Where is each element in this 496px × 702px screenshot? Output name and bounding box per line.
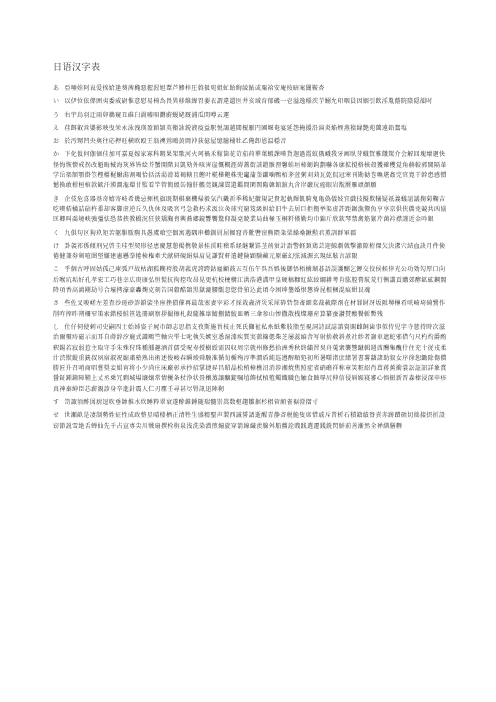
kana-label: か (53, 151, 60, 159)
kanji-entry (53, 97, 449, 107)
kanji-entry (53, 323, 449, 395)
kanji-characters: 荏餌叡営嬰影映曳栄永泳洩瑛盈穎頴英衛詠鋭液疫益駅悦謁越閲榎厭円園堰奄宴延怨掩援沿演炎焔煙燕猿縁艶苑薗遠鉛鴛塩 (64, 124, 408, 132)
kanji-characters: 乎個古呼固姑孤己庫弧戸故枯湖狐糊袴股胡菰虎誇跨鈷雇顧鼓五互伍午呉吾娯後御悟梧檎瑚碁語誤護醐乞鯉交佼侯候倖光公功効勾厚口向后喉坑垢好孔孝宏工巧巷幸広庚康弘恒慌抗拘控攻昂晃更杭校梗構江洪浩港溝甲皇硬稿糠紅紘絞綱耕考肯肱腔膏航荒行衡講貢購郊酵鉱砿鋼閤降項香高鴻剛劫号合壕拷濠豪轟麹克刻告国穀酷鵠黒獄漉腰甑忽惚骨狛込此頃今困坤墾婚恨懇昏昆根梱混痕紺艮魂 (53, 266, 447, 295)
kanji-characters: 仕仔伺使刺司史嗣四士始姉姿子屍市師志思指支孜斯施旨枝止死氏獅祉私糸紙紫肢脂至視詞詩試誌諮資賜雌飼歯事似侍児字寺慈持時次滋治爾璽痔磁示而耳自蒔辞汐鹿式識鴫竺軸宍雫七叱執失嫉室悉湿漆疾質実蔀篠偲柴芝屡蕊縞舎写射捨赦斜煮社紗者謝車遮蛇邪借勺尺杓灼爵酌釈錫若寂弱惹主取守手朱殊狩珠種腫趣酒首儒受呪寿授樹綬需囚収周宗就州修愁拾洲秀秋終繍習臭舟蒐衆襲讐蹴輯週酋酬集醜什住充十従戎柔汁渋獣縦重銃叔夙宿淑祝縮粛塾熟出術述俊峻春瞬竣舜駿准循旬楯殉淳準潤盾純巡遵醇順処初所暑曙渚庶緒署書薯藷諸助叙女序徐恕鋤除傷償勝匠升召哨商唱嘗奨妾娼宵将小少尚庄床廠彰承抄招掌捷昇昌昭晶松梢樟樵沼消渉湘焼焦照症省硝礁祥称章笑粧紹肖菖蒋蕉衝裳訟証詔詳象賞醤鉦鍾鐘障鞘上丈丞乗冗剰城場壌嬢常情擾条杖浄状畳穣蒸譲醸錠嘱埴飾拭植殖燭織職色触食蝕辱尻伸信侵唇娠寝審心慎振新晋森榛浸深申疹真神秦紳臣芯薪親診身辛進針震人仁刃塵壬尋甚尽腎訊迅陣靭 (53, 323, 447, 393)
kanji-entry (53, 411, 449, 432)
kana-label: う (53, 111, 60, 119)
kanji-entry-text (53, 398, 449, 408)
kanji-entry-text (53, 150, 449, 191)
kanji-characters: 右宇烏羽迂雨卯鵜窺丑碓臼渦嘘唄欝蔚鰻姥厩浦瓜閏噂云運 (64, 111, 230, 119)
kanji-entry-text (53, 97, 449, 107)
kanji-entry (53, 229, 449, 239)
kana-label: お (53, 138, 60, 146)
kanji-entry-text (53, 229, 449, 239)
kanji-entry-text (53, 411, 449, 432)
kana-label: す (53, 399, 60, 407)
kana-label: え (53, 124, 60, 132)
kanji-entry (53, 242, 449, 263)
kanji-characters: 於汚甥凹央奥往応押旺横欧殴王翁襖鴬鴎黄岡沖荻億屋憶臆桶牡乙俺卸恩温穏音 (64, 138, 287, 146)
kanji-characters: 下化仮何伽価佳加可嘉夏嫁家寡科暇果架歌河火珂禍禾稼箇花苛茄荷華菓蝦課嘩貨迦過霞蚊俄峨我牙画臥芽蛾賀雅餓駕介会解回塊壊廻快怪悔恢懐戒拐改魁晦械海灰界皆絵芥蟹開階貝凱劾外咳害崖慨概涯碍蓋街該鎧骸浬馨蛙垣柿蛎鈎劃嚇各廓拡撹格核殻獲確穫覚角赫較郭閣隔革学岳楽額顎掛笠樫橿梶鰍潟割喝恰括活渇滑葛褐轄且鰹叶椛樺鞄株兜竃蒲釜鎌噛鴨栢茅萱粥刈苅瓦乾侃冠寒刊勘勧巻喚堪姦完官寛干幹患感慣憾換敢柑桓棺款歓汗漢澗潅環甘監看竿管簡緩缶翰肝艦莞観諌貫還鑑間閑関陥韓館舘丸含岸巌玩癌眼岩翫贋雁頑顔願 (53, 151, 447, 190)
kanji-entry-text (53, 137, 449, 147)
kanji-entry-text (53, 124, 449, 134)
kanji-characters: 卦袈祁係傾刑兄啓圭珪型契形径恵慶慧憩掲携敬景桂渓畦稽系経継繋罫茎荊蛍計詣警軽頚鶏芸迎鯨劇戟撃激隙桁傑欠決潔穴結血訣月件倹倦健兼券剣喧圏堅嫌建憲懸拳捲検権牽犬献研硯絹県肩見謙賢軒遣鍵険顕験鹸元原厳幻弦減源玄現絃舷言諺限 (53, 242, 446, 261)
kanji-entry-text (53, 84, 449, 94)
kanji-characters: 九倶句区狗玖矩苦躯駆駈駒具愚虞喰空偶寓遇隅串櫛釧屑屈掘窟沓靴轡窪熊隈粂栗繰桑鍬勲君薫訓群軍郡 (64, 229, 357, 237)
kanji-characters: 些佐叉唆嵯左差査沙瑳砂詐鎖裟坐座挫債催再最哉塞妻宰彩才採栽歳済災采犀砕砦祭斎細菜裁載際剤在材罪財冴坂阪堺榊肴咲崎埼碕鷺作削咋搾昨朔柵窄策索錯桜鮭笹匙冊刷察拶撮擦札殺薩雑皐鯖捌錆鮫皿晒三傘参山惨撒散桟燦珊産算纂蚕讃賛酸餐斬暫残 (53, 300, 446, 318)
kana-label: き (53, 195, 60, 203)
kanji-entry (53, 150, 449, 191)
kanji-characters: 亞唖娃阿哀爱挨姶逢葵茜穐悪握渥旭葦芦鯵梓圧斡扱宛姐虻飴絢綾鮎或粟袷安庵按暗案闇鞍杏 (64, 85, 325, 92)
kanji-entry (53, 84, 449, 94)
kanji-entry (53, 124, 449, 134)
kanji-entry (53, 111, 449, 121)
kanji-entry (53, 265, 449, 296)
kanji-characters: 笥諏須酢図厨逗吹垂帥推水炊睡粋翠衰遂酔錐錘随瑞髄崇嵩数枢趨雛据杉椙菅頗雀裾澄摺寸 (64, 399, 319, 407)
kanji-entry (53, 195, 449, 226)
kanji-entry (53, 299, 449, 320)
kana-label: あ (53, 85, 60, 92)
kanji-characters: 企伎危喜器基奇嬉寄岐希幾忌揮机旗既期棋棄機帰毅気汽畿祈季稀紀徽規記貴起軌輝飢騎鬼亀偽儀妓宜戯技擬欺犠疑祇義蟻誼議掬菊鞠吉吃喫桔橘詰砧杵黍却客脚虐逆丘久仇休及吸宮弓急救朽求汲泣灸球究窮笈級糾給旧牛去居巨拒拠挙渠虚許距鋸漁禦魚亨享京供侠僑兇競共凶協匡卿叫喬境峡強彊怯恐恭挟教橋況狂狭矯胸脅興蕎郷鏡響饗驚仰凝尭暁業局曲極玉桐粁僅勤均巾錦斤欣欽琴禁禽筋緊芹菌衿襟謹近金吟銀 (53, 195, 447, 224)
kanji-characters: 以伊位依偉囲夷委威尉惟意慰易椅為畏異移維緯胃萎衣謂違遺医井亥域育郁磯一壱溢逸稲茨芋鰯允印咽員因姻引飲淫胤蔭院陰隠韻吋 (64, 98, 433, 106)
kana-label: い (53, 98, 60, 106)
kanji-entry-text (53, 265, 449, 296)
kana-label: し (53, 323, 60, 331)
kana-label: こ (53, 266, 60, 274)
kanji-entry-text (53, 242, 449, 263)
kana-label: せ (53, 412, 60, 420)
kana-label: さ (53, 300, 60, 308)
kana-label: く (53, 229, 60, 237)
kanji-entry-text (53, 195, 449, 226)
kanji-characters: 世瀬畝是凄制勢姓征性成政整星晴棲栖正清牲生盛精聖声製西誠誓請逝醒青静斉税脆隻席惜戚斥昔析石積籍績脊責赤跡蹟碩切拙接摂折設窃節説雪絶舌蝉仙先千占宣専尖川戦扇撰栓栴泉浅洗染潜煎煽旋穿箭線繊羨腺舛船薦詮賎践選遷銭銑閃鮮前善漸然全禅繕膳糎 (53, 412, 446, 430)
kana-label: け (53, 242, 60, 250)
kanji-entry (53, 137, 449, 147)
kanji-entry (53, 398, 449, 408)
kanji-entry-text (53, 299, 449, 320)
kanji-entry-text (53, 111, 449, 121)
kanji-list (53, 84, 449, 435)
kanji-entry-text (53, 323, 449, 395)
document-title: 日语汉字表 (53, 63, 101, 73)
